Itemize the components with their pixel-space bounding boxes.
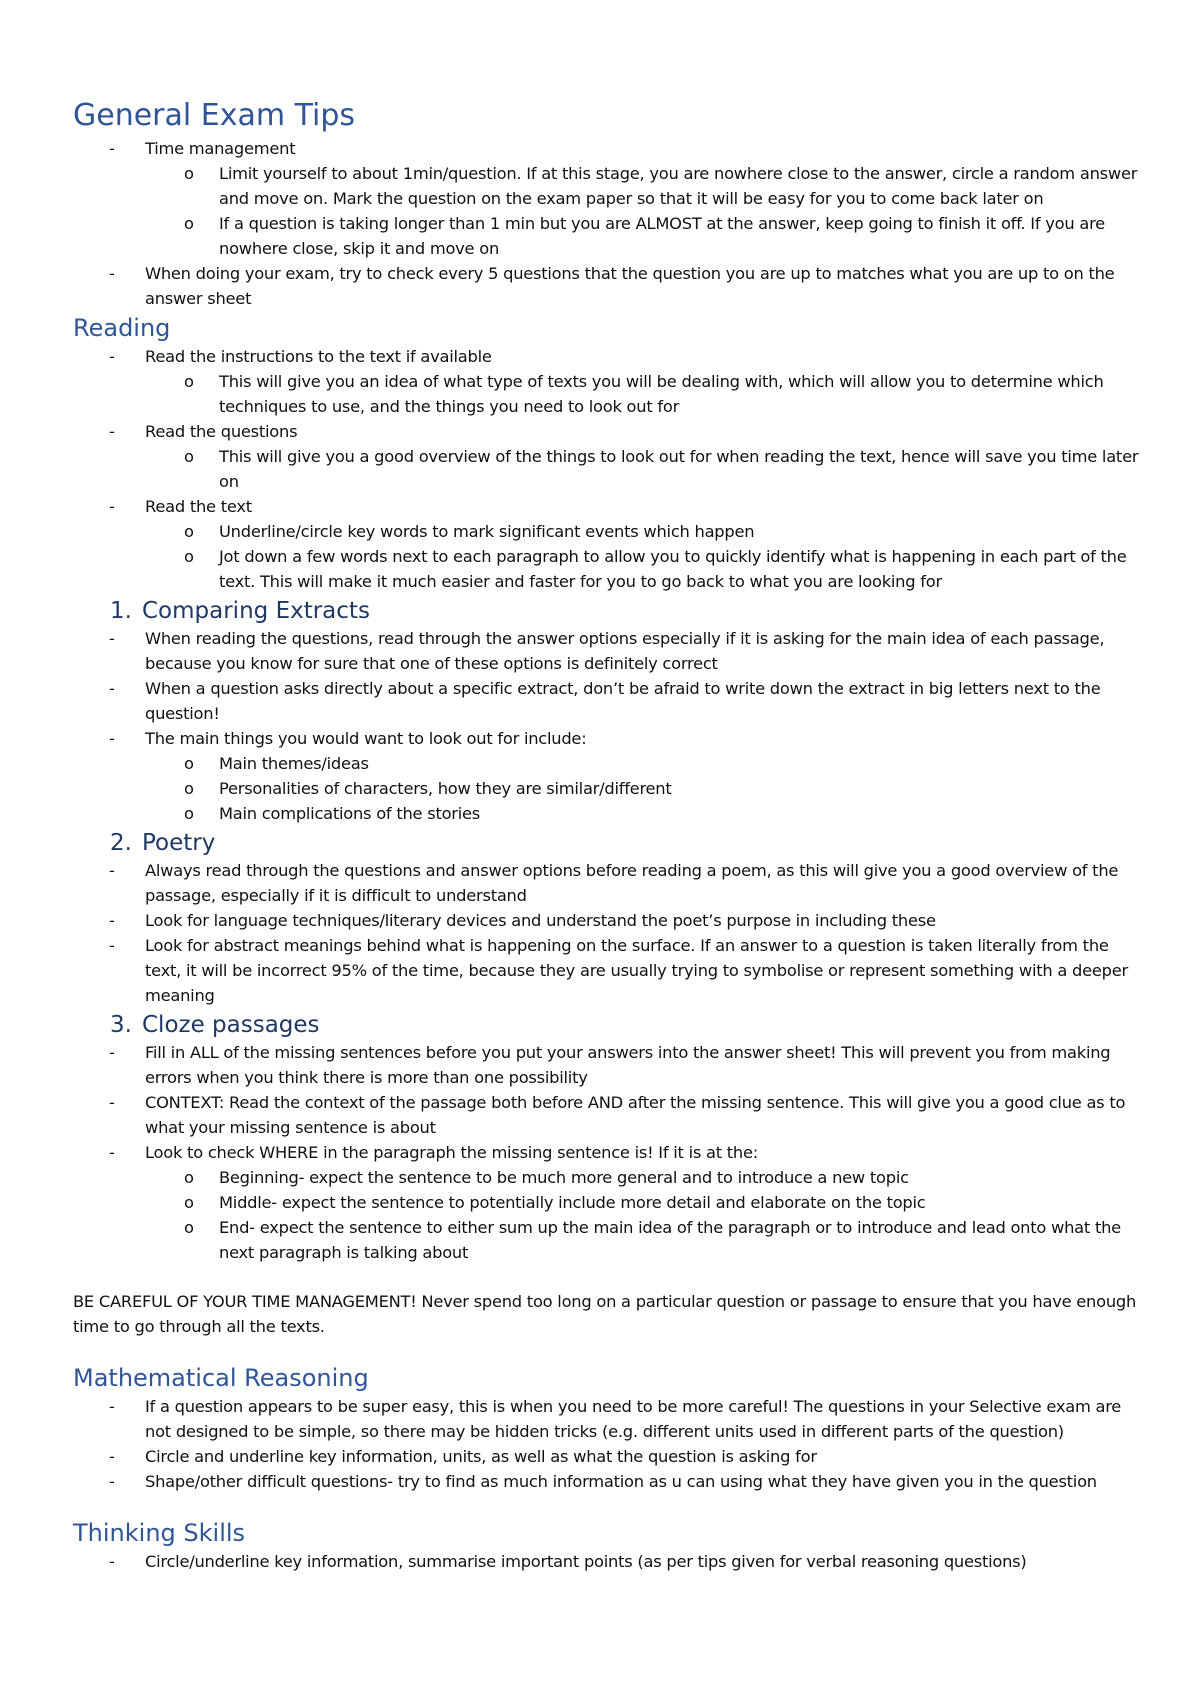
- list-item-text: When doing your exam, try to check every 5 questions that the question you are up to matches what you are up to on the answer sheet: [145, 264, 1115, 308]
- general-list: [73, 136, 1140, 311]
- circle-bullet: o: [184, 547, 194, 566]
- caution-paragraph: BE CAREFUL OF YOUR TIME MANAGEMENT! Never spend too long on a particular question or passage to ensure that you have enough time to go through all the texts.: [73, 1292, 1137, 1336]
- list-item: [73, 1040, 1140, 1090]
- poetry-list: [73, 858, 1140, 1008]
- sub-list: [73, 444, 1140, 494]
- cloze-heading: [73, 1010, 1140, 1040]
- list-item: [73, 858, 1140, 908]
- circle-bullet: o: [184, 1193, 194, 1212]
- dash-bullet: -: [109, 1397, 115, 1416]
- sub-list-item-text: End- expect the sentence to either sum up the main idea of the paragraph or to introduce and lead onto what the next paragraph is talking about: [219, 1218, 1121, 1262]
- list-item-text: When a question asks directly about a specific extract, don’t be afraid to write down the extract in big letters next to the question!: [145, 679, 1101, 723]
- dash-bullet: -: [109, 861, 115, 880]
- circle-bullet: o: [184, 164, 194, 183]
- comparing-number: 1.: [110, 598, 132, 624]
- sub-list: [73, 1165, 1140, 1265]
- list-item: [73, 726, 1140, 826]
- sub-list-item: [73, 776, 1140, 801]
- dash-bullet: -: [109, 1143, 115, 1162]
- sub-list-item-text: Personalities of characters, how they are similar/different: [219, 779, 672, 798]
- sub-list-item: [73, 369, 1140, 419]
- sub-list-item: [73, 1190, 1140, 1215]
- sub-list-item-text: Limit yourself to about 1min/question. If at this stage, you are nowhere close to the answer, circle a random answer and move on. Mark the question on the exam paper so that it will be easy for you to come back later on: [219, 164, 1138, 208]
- dash-bullet: -: [109, 347, 115, 366]
- list-item-text: Fill in ALL of the missing sentences before you put your answers into the answer sheet! This will prevent you from making errors when you think there is more than one possibility: [145, 1043, 1111, 1087]
- list-item: [73, 344, 1140, 419]
- sub-list-item: [73, 444, 1140, 494]
- list-item: [73, 1394, 1140, 1444]
- list-item: [73, 933, 1140, 1008]
- dash-bullet: -: [109, 1447, 115, 1466]
- sub-list-item-text: Main themes/ideas: [219, 754, 369, 773]
- circle-bullet: o: [184, 372, 194, 391]
- list-item-text: When reading the questions, read through the answer options especially if it is asking for the main idea of each passage, because you know for sure that one of these options is definitely correct: [145, 629, 1105, 673]
- list-item: [73, 1444, 1140, 1469]
- list-item: [73, 626, 1140, 676]
- list-item-text: Read the text: [145, 497, 252, 516]
- poetry-number: 2.: [110, 830, 132, 856]
- sub-list-item: [73, 1165, 1140, 1190]
- comparing-list: [73, 626, 1140, 826]
- list-item: [73, 676, 1140, 726]
- circle-bullet: o: [184, 447, 194, 466]
- list-item: [73, 136, 1140, 261]
- sub-list-item-text: Middle- expect the sentence to potentially include more detail and elaborate on the topic: [219, 1193, 926, 1212]
- sub-list: [73, 369, 1140, 419]
- cloze-list: [73, 1040, 1140, 1265]
- poetry-heading: [73, 828, 1140, 858]
- list-item-text: Shape/other difficult questions- try to find as much information as u can using what they have given you in the question: [145, 1472, 1097, 1491]
- comparing-title: Comparing Extracts: [142, 598, 370, 624]
- dash-bullet: -: [109, 139, 115, 158]
- dash-bullet: -: [109, 679, 115, 698]
- page-title: General Exam Tips: [73, 98, 356, 133]
- list-item-text: Read the questions: [145, 422, 298, 441]
- poetry-title: Poetry: [142, 830, 216, 856]
- math-heading: Mathematical Reasoning: [73, 1364, 369, 1392]
- circle-bullet: o: [184, 1168, 194, 1187]
- sub-list: [73, 519, 1140, 594]
- list-item-text: Look for language techniques/literary devices and understand the poet’s purpose in including these: [145, 911, 936, 930]
- sub-list-item-text: Beginning- expect the sentence to be much more general and to introduce a new topic: [219, 1168, 909, 1187]
- sub-list-item-text: This will give you a good overview of the things to look out for when reading the text, hence will save you time later on: [219, 447, 1139, 491]
- list-item-text: Always read through the questions and answer options before reading a poem, as this will give you a good overview of the passage, especially if it is difficult to understand: [145, 861, 1119, 905]
- cloze-title: Cloze passages: [142, 1012, 320, 1038]
- dash-bullet: -: [109, 497, 115, 516]
- list-item: [73, 494, 1140, 594]
- list-item: [73, 261, 1140, 311]
- sub-list-item: [73, 1215, 1140, 1265]
- dash-bullet: -: [109, 1552, 115, 1571]
- list-item-text: Time management: [145, 139, 296, 158]
- dash-bullet: -: [109, 264, 115, 283]
- dash-bullet: -: [109, 1093, 115, 1112]
- list-item-text: Circle/underline key information, summarise important points (as per tips given for verbal reasoning questions): [145, 1552, 1027, 1571]
- sub-list-item: [73, 751, 1140, 776]
- sub-list: [73, 751, 1140, 826]
- list-item: [73, 1549, 1140, 1574]
- list-item: [73, 1090, 1140, 1140]
- reading-list: [73, 344, 1140, 594]
- sub-list: [73, 161, 1140, 261]
- dash-bullet: -: [109, 629, 115, 648]
- circle-bullet: o: [184, 522, 194, 541]
- list-item-text: Circle and underline key information, units, as well as what the question is asking for: [145, 1447, 817, 1466]
- sub-list-item-text: This will give you an idea of what type of texts you will be dealing with, which will allow you to determine which techniques to use, and the things you need to look out for: [219, 372, 1104, 416]
- circle-bullet: o: [184, 1218, 194, 1237]
- list-item: [73, 908, 1140, 933]
- comparing-heading: [73, 596, 1140, 626]
- list-item-text: Look to check WHERE in the paragraph the missing sentence is! If it is at the:: [145, 1143, 759, 1162]
- circle-bullet: o: [184, 779, 194, 798]
- list-item: [73, 419, 1140, 494]
- cloze-number: 3.: [110, 1012, 132, 1038]
- dash-bullet: -: [109, 911, 115, 930]
- list-item-text: Look for abstract meanings behind what is happening on the surface. If an answer to a question is taken literally from the text, it will be incorrect 95% of the time, because they are usually trying to symbolise or represent something with a deeper meaning: [145, 936, 1128, 1005]
- list-item-text: The main things you would want to look out for include:: [145, 729, 587, 748]
- thinking-list: [73, 1549, 1140, 1574]
- sub-list-item-text: Underline/circle key words to mark significant events which happen: [219, 522, 755, 541]
- sub-list-item-text: Jot down a few words next to each paragraph to allow you to quickly identify what is happening in each part of the text. This will make it much easier and faster for you to go back to what you are looking for: [219, 547, 1127, 591]
- sub-list-item: [73, 801, 1140, 826]
- circle-bullet: o: [184, 754, 194, 773]
- list-item-text: If a question appears to be super easy, this is when you need to be more careful! The questions in your Selective exam are not designed to be simple, so there may be hidden tricks (e.g. different units used in different parts of the question): [145, 1397, 1122, 1441]
- sub-list-item-text: Main complications of the stories: [219, 804, 481, 823]
- list-item-text: CONTEXT: Read the context of the passage both before AND after the missing sentence. This will give you a good clue as to what your missing sentence is about: [145, 1093, 1126, 1137]
- list-item-text: Read the instructions to the text if available: [145, 347, 492, 366]
- dash-bullet: -: [109, 422, 115, 441]
- circle-bullet: o: [184, 804, 194, 823]
- sub-list-item: [73, 161, 1140, 211]
- sub-list-item: [73, 519, 1140, 544]
- dash-bullet: -: [109, 729, 115, 748]
- dash-bullet: -: [109, 1472, 115, 1491]
- dash-bullet: -: [109, 1043, 115, 1062]
- dash-bullet: -: [109, 936, 115, 955]
- sub-list-item: [73, 211, 1140, 261]
- reading-heading: Reading: [73, 314, 171, 342]
- list-item: [73, 1469, 1140, 1494]
- sub-list-item-text: If a question is taking longer than 1 min but you are ALMOST at the answer, keep going to finish it off. If you are nowhere close, skip it and move on: [219, 214, 1105, 258]
- circle-bullet: o: [184, 214, 194, 233]
- list-item: [73, 1140, 1140, 1265]
- math-list: [73, 1394, 1140, 1494]
- sub-list-item: [73, 544, 1140, 594]
- thinking-heading: Thinking Skills: [73, 1519, 246, 1547]
